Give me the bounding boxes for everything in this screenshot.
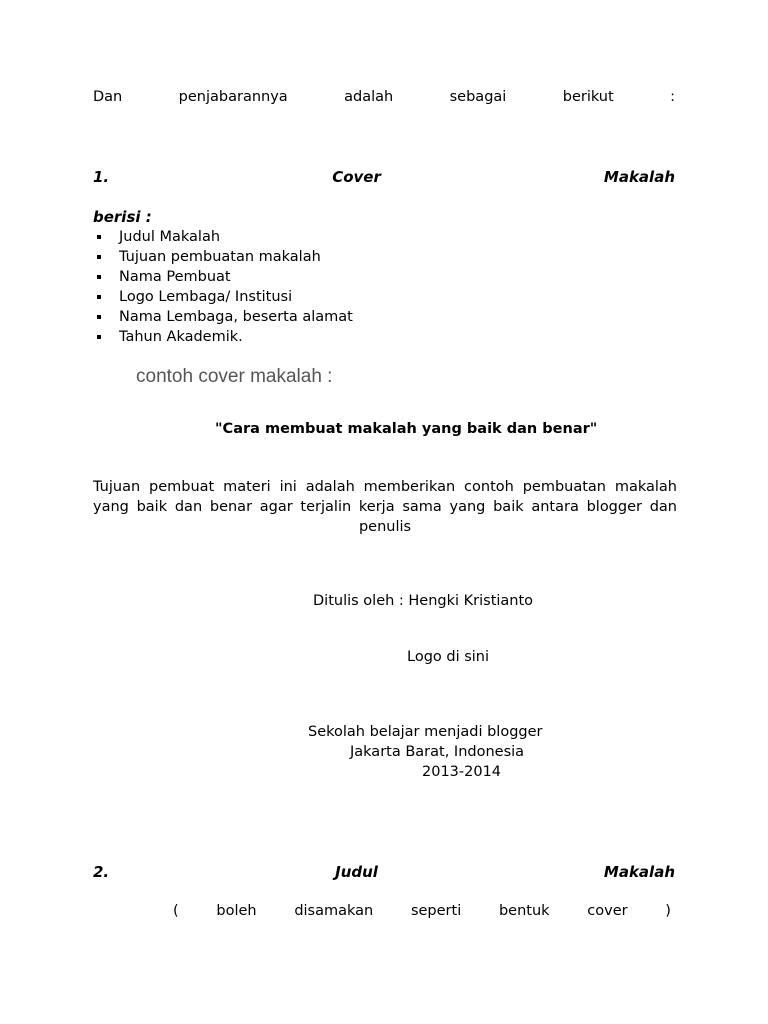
example-label: contoh cover makalah : <box>136 366 333 387</box>
note-word: bentuk <box>498 903 550 919</box>
section1-heading <box>93 168 675 186</box>
note-word: ) <box>665 903 671 919</box>
section1-number: 1. <box>93 168 110 186</box>
intro-word: penjabarannya <box>178 89 288 105</box>
note-word: boleh <box>216 903 257 919</box>
intro-line <box>93 89 675 105</box>
purpose-line: penulis <box>358 519 412 535</box>
section2-title-word: Makalah <box>603 863 675 881</box>
section2-title-word: Judul <box>335 863 378 881</box>
list-item <box>97 227 353 247</box>
section2-heading <box>93 863 675 881</box>
bullet-square-icon <box>97 295 101 299</box>
bullet-square-icon <box>97 335 101 339</box>
list-item-text: Tahun Akademik. <box>119 329 243 345</box>
purpose-line: Tujuan pembuat materi ini adalah memberikan contoh pembuatan makalah <box>93 479 677 495</box>
cover-author: Ditulis oleh : Hengki Kristianto <box>313 593 534 609</box>
bullet-square-icon <box>97 315 101 319</box>
cover-address: Jakarta Barat, Indonesia <box>350 744 525 760</box>
note-word: ( <box>173 903 179 919</box>
list-item <box>97 247 353 267</box>
cover-title: "Cara membuat makalah yang baik dan benar" <box>215 421 598 437</box>
section1-title-word: Cover <box>332 168 381 186</box>
cover-institution: Sekolah belajar menjadi blogger <box>308 724 543 740</box>
intro-word: sebagai <box>449 89 507 105</box>
list-item-text: Nama Pembuat <box>119 269 231 285</box>
list-item-text: Judul Makalah <box>119 229 221 245</box>
purpose-line: yang baik dan benar agar terjalin kerja sama yang baik antara blogger dan <box>93 499 677 515</box>
list-item-text: Tujuan pembuatan makalah <box>119 249 321 265</box>
cover-year: 2013-2014 <box>422 764 502 780</box>
cover-logo-placeholder: Logo di sini <box>407 649 490 665</box>
list-item <box>97 287 353 307</box>
note-word: disamakan <box>294 903 374 919</box>
bullet-square-icon <box>97 255 101 259</box>
section1-subtitle: berisi : <box>93 208 152 226</box>
note-word: cover <box>587 903 628 919</box>
list-item <box>97 327 353 347</box>
intro-word: : <box>670 89 675 105</box>
list-item <box>97 307 353 327</box>
list-item-text: Nama Lembaga, beserta alamat <box>119 309 353 325</box>
bullet-square-icon <box>97 235 101 239</box>
list-item <box>97 267 353 287</box>
bullet-square-icon <box>97 275 101 279</box>
section2-note <box>173 903 671 919</box>
list-item-text: Logo Lembaga/ Institusi <box>119 289 293 305</box>
cover-purpose-paragraph <box>93 477 677 537</box>
intro-word: berikut <box>562 89 614 105</box>
intro-word: adalah <box>344 89 394 105</box>
cover-contents-list <box>97 227 353 347</box>
section2-number: 2. <box>93 863 110 881</box>
intro-word: Dan <box>93 89 123 105</box>
section1-title-word: Makalah <box>603 168 675 186</box>
note-word: seperti <box>410 903 462 919</box>
